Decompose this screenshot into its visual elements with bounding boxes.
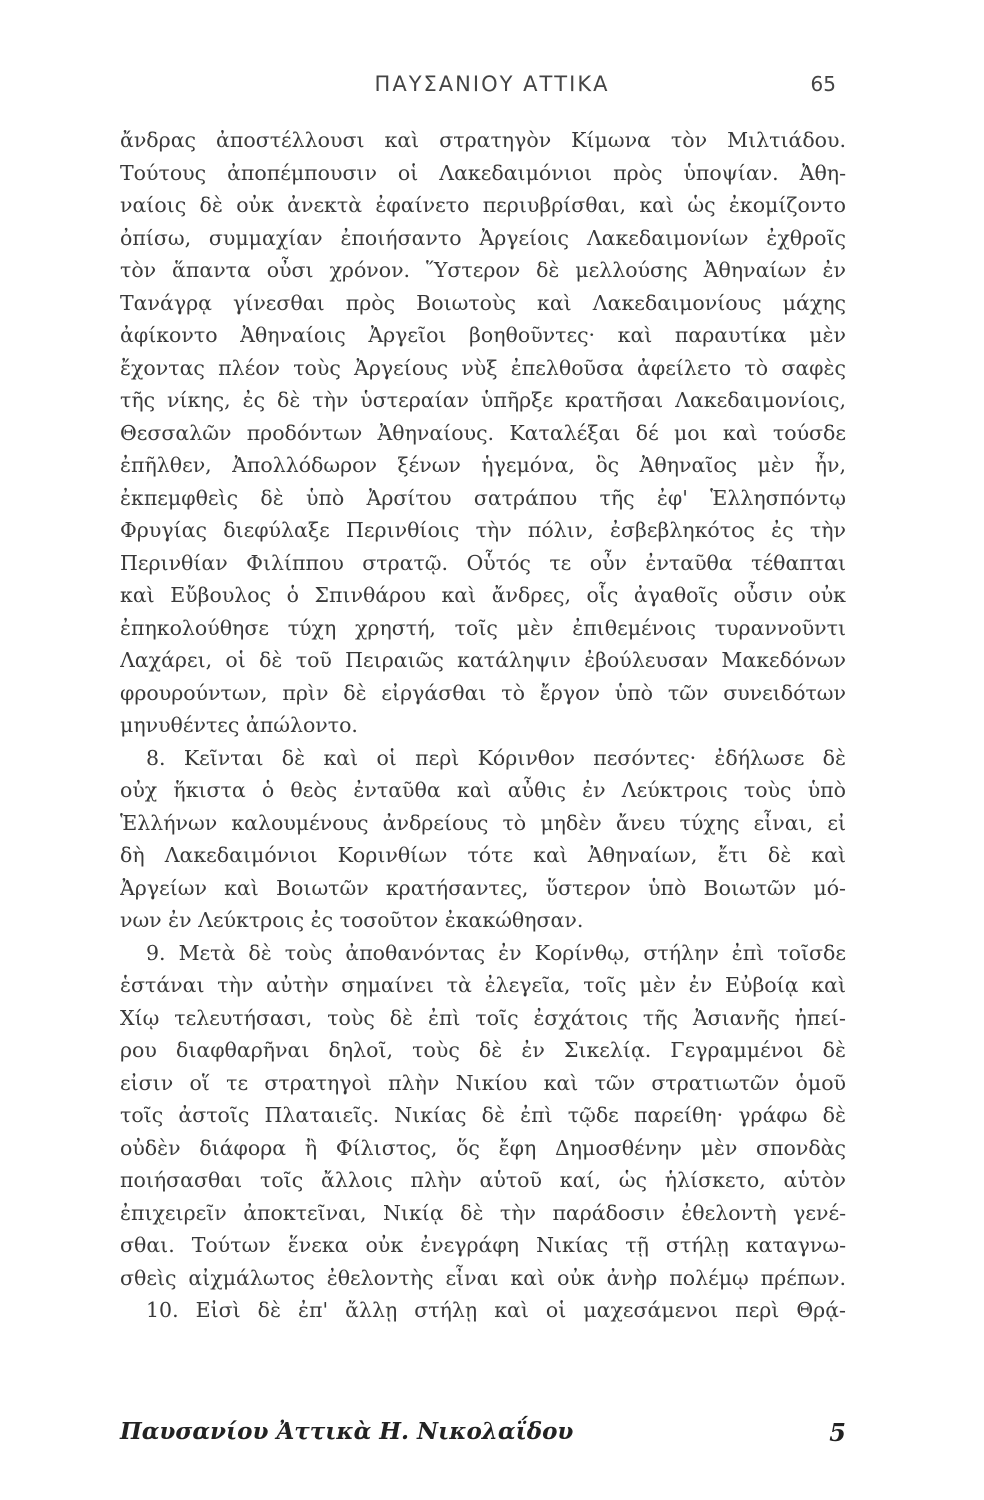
text-line: μηνυθέντες ἀπώλοντο.: [120, 713, 358, 737]
text-line: ποιήσασθαι τοῖς ἄλλοις πλὴν αὑτοῦ καί, ὡς ἡλίσκετο, αὑτὸν: [120, 1168, 846, 1192]
text-line: Χίῳ τελευτήσασι, τοὺς δὲ ἐπὶ τοῖς ἐσχάτοις τῆς Ἀσιανῆς ἠπεί-: [120, 1005, 846, 1030]
text-line: οὐδὲν διάφορα ἢ Φίλιστος, ὅς ἔφη Δημοσθένην μὲν σπονδὰς: [120, 1135, 846, 1160]
text-line: δὴ Λακεδαιμόνιοι Κορινθίων τότε καὶ Ἀθηναίων, ἔτι δὲ καὶ: [120, 843, 846, 867]
text-line: Θεσσαλῶν προδόντων Ἀθηναίους. Καταλέξαι δέ μοι καὶ τούσδε: [120, 420, 846, 445]
footer-book-title: Παυσανίου Ἀττικὰ Η. Νικολαΐδου: [120, 1418, 574, 1445]
text-line: εἰσιν οἵ τε στρατηγοὶ πλὴν Νικίου καὶ τῶν στρατιωτῶν ὁμοῦ: [120, 1070, 846, 1095]
text-line: ἀφίκοντο Ἀθηναίοις Ἀργεῖοι βοηθοῦντες· καὶ παραυτίκα μὲν: [120, 323, 846, 347]
text-line: ἐπῆλθεν, Ἀπολλόδωρον ξένων ἡγεμόνα, ὃς Ἀθηναῖος μὲν ἦν,: [120, 453, 846, 477]
text-line: Περινθίαν Φιλίππου στρατῷ. Οὗτός τε οὖν ἐνταῦθα τέθαπται: [120, 550, 846, 575]
body-text: [120, 124, 846, 1327]
text-line: ἐπηκολούθησε τύχη χρηστή, τοῖς μὲν ἐπιθεμένοις τυραννοῦντι: [120, 615, 846, 640]
text-line: τῆς νίκης, ἐς δὲ τὴν ὑστεραίαν ὑπῆρξε κρατῆσαι Λακεδαιμονίοις,: [120, 388, 846, 412]
text-line: ἐκπεμφθεὶς δὲ ὑπὸ Ἀρσίτου σατράπου τῆς ἐφ' Ἑλλησπόντῳ: [120, 485, 846, 510]
text-line: τὸν ἅπαντα οὖσι χρόνον. Ὕστερον δὲ μελλούσης Ἀθηναίων ἐν: [120, 258, 846, 282]
text-line: Λαχάρει, οἱ δὲ τοῦ Πειραιῶς κατάληψιν ἐβούλευσαν Μακεδόνων: [120, 648, 846, 672]
text-line: Ἀργείων καὶ Βοιωτῶν κρατήσαντες, ὕστερον ὑπὸ Βοιωτῶν μό-: [120, 875, 846, 900]
running-title: ΠΑΥΣΑΝΙΟΥ ΑΤΤΙΚΑ: [374, 72, 610, 96]
text-line: ρου διαφθαρῆναι δηλοῖ, τοὺς δὲ ἐν Σικελίᾳ. Γεγραμμένοι δὲ: [120, 1038, 846, 1062]
text-line: ὀπίσω, συμμαχίαν ἐποιήσαντο Ἀργείοις Λακεδαιμονίων ἐχθροῖς: [120, 225, 846, 250]
text-line: ἔχοντας πλέον τοὺς Ἀργείους νὺξ ἐπελθοῦσα ἀφείλετο τὸ σαφὲς: [120, 355, 846, 380]
text-line: οὐχ ἥκιστα ὁ θεὸς ἐνταῦθα καὶ αὖθις ἐν Λεύκτροις τοὺς ὑπὸ: [120, 778, 846, 802]
text-line: φρουρούντων, πρὶν δὲ εἰργάσθαι τὸ ἔργον ὑπὸ τῶν συνειδότων: [120, 680, 846, 705]
text-line: Τούτους ἀποπέμπουσιν οἱ Λακεδαιμόνιοι πρὸς ὑποψίαν. Ἀθη-: [120, 160, 846, 185]
page-number: 65: [810, 72, 836, 96]
text-line: Ἑλλήνων καλουμένους ἀνδρείους τὸ μηδὲν ἄνευ τύχης εἶναι, εἰ: [120, 810, 846, 835]
text-line: τοῖς ἀστοῖς Πλαταιεῖς. Νικίας δὲ ἐπὶ τῷδε παρείθη· γράφω δὲ: [120, 1103, 846, 1127]
signature-number: 5: [829, 1418, 846, 1447]
text-line: ναίοις δὲ οὐκ ἀνεκτὰ ἐφαίνετο περιυβρίσθαι, καὶ ὡς ἐκομίζοντο: [120, 193, 846, 217]
text-line: Τανάγρᾳ γίνεσθαι πρὸς Βοιωτοὺς καὶ Λακεδαιμονίους μάχης: [120, 290, 846, 315]
text-line: ἑστάναι τὴν αὐτὴν σημαίνει τὰ ἐλεγεῖα, τοῖς μὲν ἐν Εὐβοίᾳ καὶ: [120, 973, 846, 997]
section-start-line: 10. Εἰσὶ δὲ ἐπ' ἄλλῃ στήλῃ καὶ οἱ μαχεσάμενοι περὶ Θρᾴ-: [146, 1298, 846, 1322]
text-line: σθαι. Τούτων ἕνεκα οὐκ ἐνεγράφη Νικίας τῇ στήλῃ καταγνω-: [120, 1233, 846, 1257]
text-line: ἄνδρας ἀποστέλλουσι καὶ στρατηγὸν Κίμωνα τὸν Μιλτιάδου.: [120, 128, 846, 152]
text-line: ἐπιχειρεῖν ἀποκτεῖναι, Νικίᾳ δὲ τὴν παράδοσιν ἐθελοντὴ γενέ-: [120, 1200, 846, 1225]
running-head: [0, 72, 984, 102]
page-footer: [120, 1418, 846, 1458]
text-line: καὶ Εὔβουλος ὁ Σπινθάρου καὶ ἄνδρες, οἷς ἀγαθοῖς οὖσιν οὐκ: [120, 583, 846, 607]
text-line: νων ἐν Λεύκτροις ἐς τοσοῦτον ἐκακώθησαν.: [120, 908, 584, 932]
section-start-line: 8. Κεῖνται δὲ καὶ οἱ περὶ Κόρινθον πεσόντες· ἐδήλωσε δὲ: [146, 745, 846, 770]
section-start-line: 9. Μετὰ δὲ τοὺς ἀποθανόντας ἐν Κορίνθῳ, στήλην ἐπὶ τοῖσδε: [146, 940, 846, 965]
text-line: Φρυγίας διεφύλαξε Περινθίοις τὴν πόλιν, ἐσβεβληκότος ἐς τὴν: [120, 518, 846, 542]
text-line: σθεὶς αἰχμάλωτος ἐθελοντὴς εἶναι καὶ οὐκ ἀνὴρ πολέμῳ πρέπων.: [120, 1265, 846, 1290]
